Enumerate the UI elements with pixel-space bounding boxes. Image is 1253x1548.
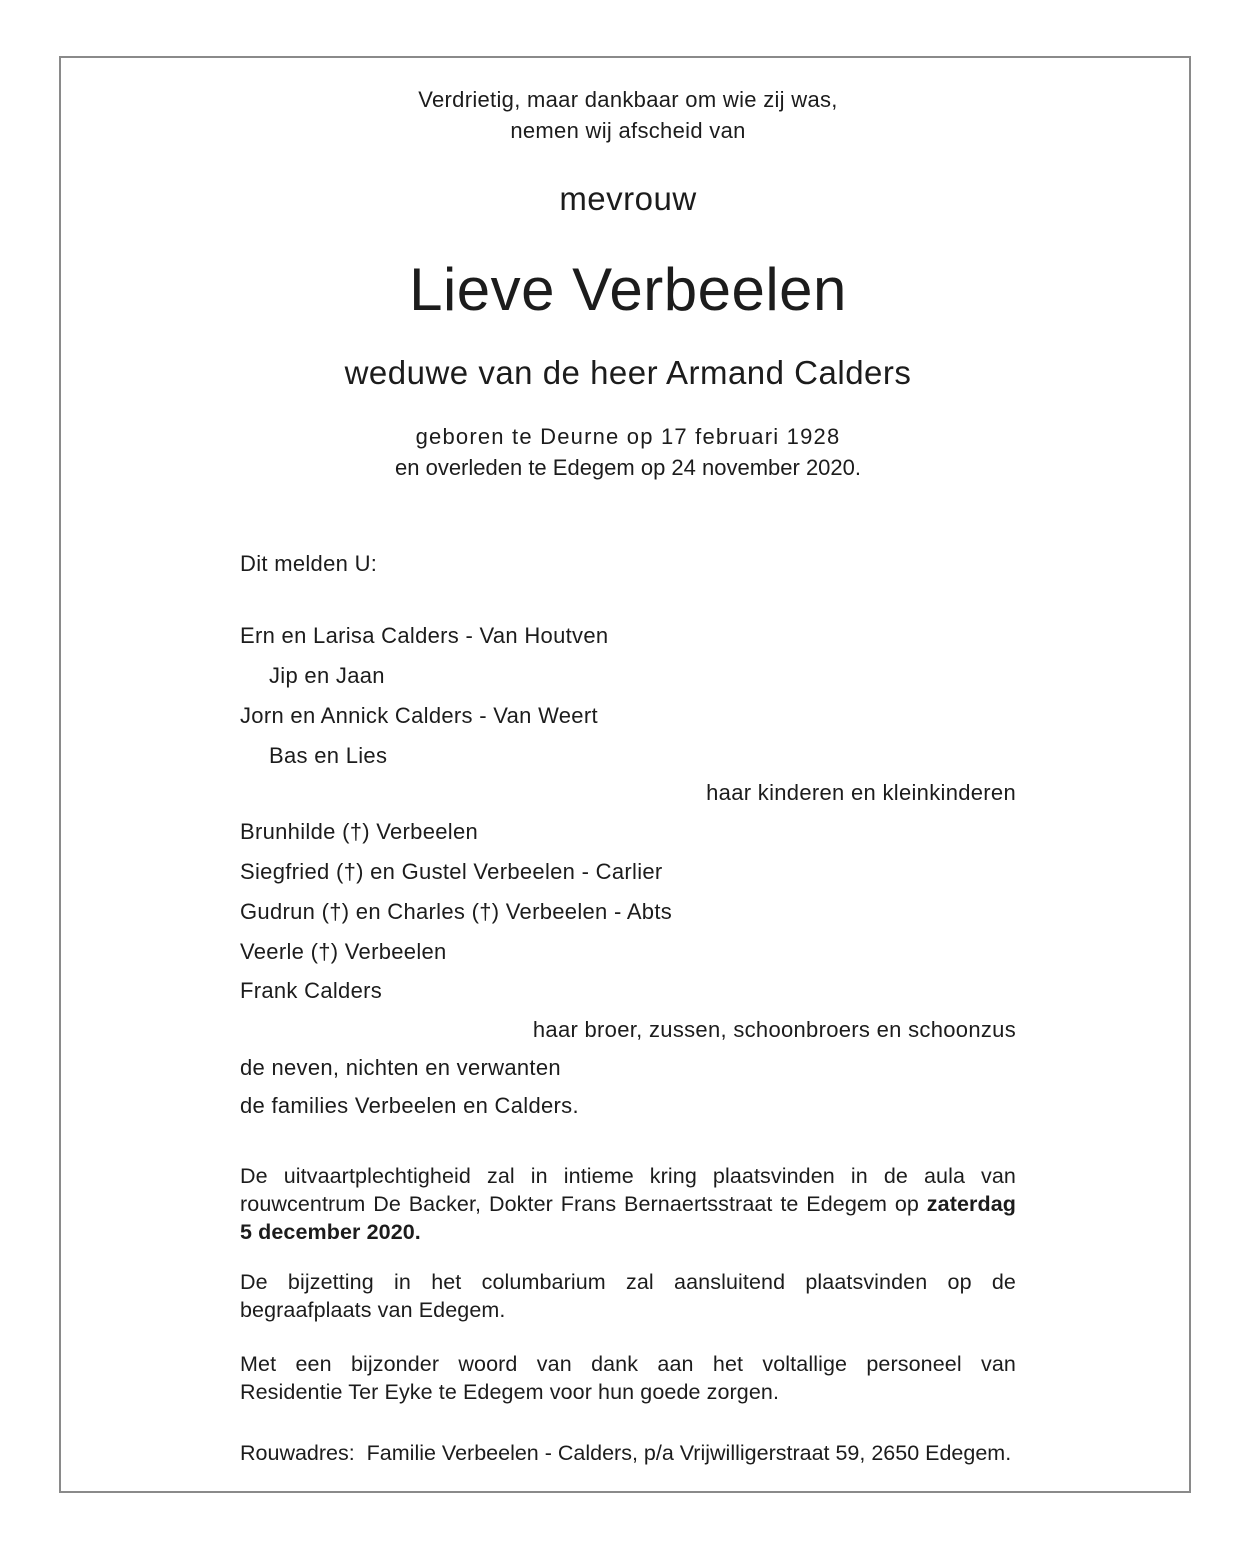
thanks-paragraph — [240, 1350, 1016, 1406]
relative-line: de families Verbeelen en Calders. — [240, 1093, 579, 1118]
relative-line: Siegfried (†) en Gustel Verbeelen - Carlier — [240, 859, 663, 884]
mourning-address-line: Rouwadres: Familie Verbeelen - Calders, p/a Vrijwilligerstraat 59, 2650 Edegem. — [240, 1441, 1012, 1465]
relative-line: Jorn en Annick Calders - Van Weert — [240, 703, 598, 728]
relative-line: Bas en Lies — [269, 743, 388, 768]
relative-line: Brunhilde (†) Verbeelen — [240, 819, 479, 844]
paragraph-text: Residentie Ter Eyke te Edegem voor hun goede zorgen. — [240, 1380, 780, 1404]
funeral-date-bold: 5 december 2020. — [240, 1220, 421, 1244]
paragraph-line — [240, 1162, 1016, 1190]
relation-group-label: haar kinderen en kleinkinderen — [706, 780, 1016, 805]
relative-line: Ern en Larisa Calders - Van Houtven — [240, 623, 609, 648]
paragraph-text: De uitvaartplechtigheid zal in intieme kring plaatsvinden in de aula van — [240, 1164, 1016, 1188]
deceased-name: Lieve Verbeelen — [409, 256, 847, 323]
relation-group-label: haar broer, zussen, schoonbroers en schoonzus — [532, 1017, 1016, 1042]
notify-label: Dit melden U: — [240, 551, 378, 576]
relative-line: Veerle (†) Verbeelen — [240, 939, 447, 964]
paragraph-text: begraafplaats van Edegem. — [240, 1298, 506, 1322]
paragraph-line — [240, 1190, 1016, 1218]
relative-line: Jip en Jaan — [269, 663, 385, 688]
paragraph-line — [240, 1296, 1016, 1324]
relative-line: Frank Calders — [240, 978, 383, 1003]
paragraph-text: rouwcentrum De Backer, Dokter Frans Bernaertsstraat te Edegem op — [240, 1192, 927, 1216]
death-line: en overleden te Edegem op 24 november 2020. — [395, 455, 861, 480]
paragraph-line — [240, 1268, 1016, 1296]
paragraph-line — [240, 1218, 1016, 1246]
paragraph-line — [240, 1378, 1016, 1406]
paragraph-text: De bijzetting in het columbarium zal aansluitend plaatsvinden op de — [240, 1270, 1016, 1294]
interment-paragraph — [240, 1268, 1016, 1324]
relative-line: de neven, nichten en verwanten — [240, 1055, 561, 1080]
paragraph-text: Met een bijzonder woord van dank aan het voltallige personeel van — [240, 1352, 1016, 1376]
funeral-date-bold: zaterdag — [926, 1192, 1016, 1216]
intro-line-1: Verdrietig, maar dankbaar om wie zij was, — [418, 87, 838, 112]
announcement-content — [240, 0, 1016, 1548]
funeral-paragraph — [240, 1162, 1016, 1246]
birth-line: geboren te Deurne op 17 februari 1928 — [415, 424, 841, 449]
intro-line-2: nemen wij afscheid van — [510, 118, 746, 143]
salutation: mevrouw — [559, 180, 697, 217]
paragraph-line — [240, 1350, 1016, 1378]
relation-line: weduwe van de heer Armand Calders — [344, 354, 912, 391]
relative-line: Gudrun (†) en Charles (†) Verbeelen - Abts — [240, 899, 673, 924]
